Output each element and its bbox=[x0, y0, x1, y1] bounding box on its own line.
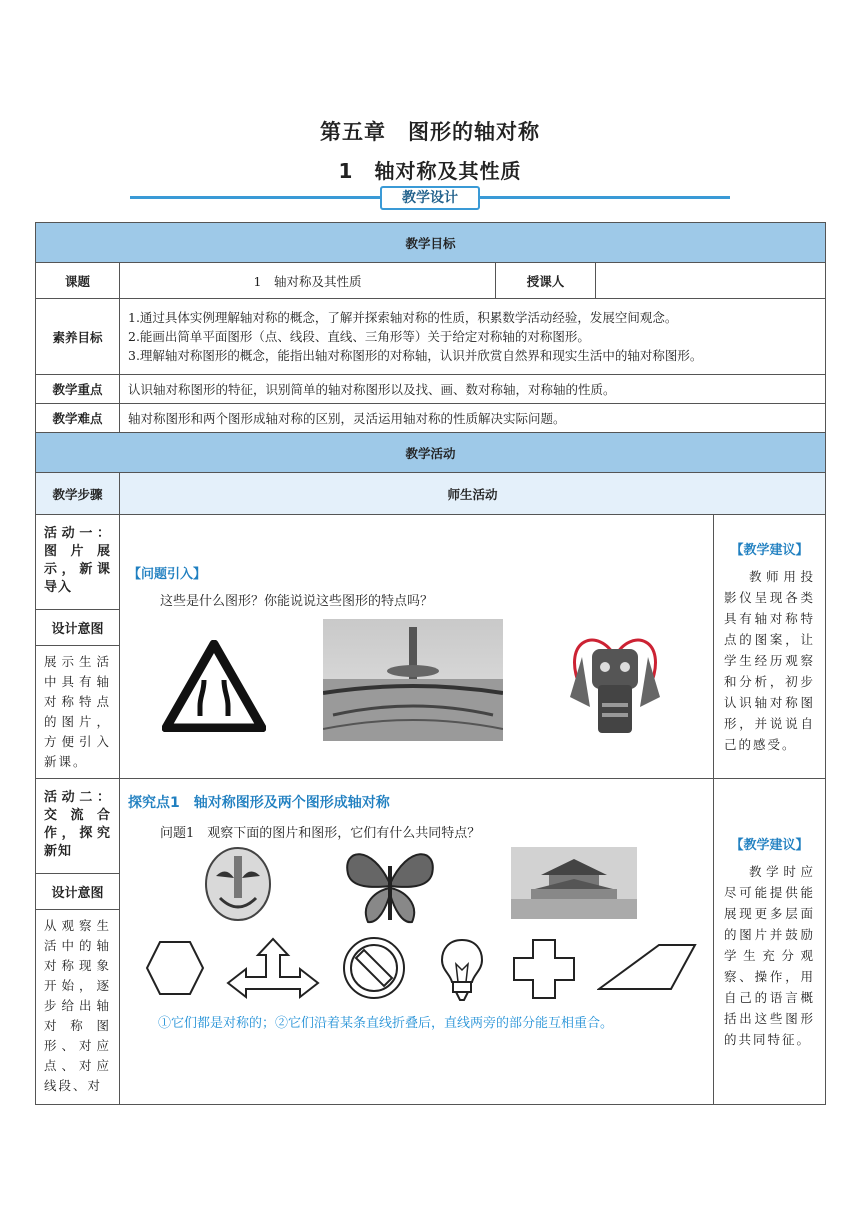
advice-title: 【教学建议】 bbox=[730, 542, 809, 558]
butterfly-photo bbox=[342, 844, 438, 928]
face-mask-photo bbox=[202, 846, 274, 922]
activity1-title: 活动一：图片展示，新课导入 bbox=[44, 526, 111, 595]
literacy-item: 3.理解轴对称图形的概念，能指出轴对称图形的对称轴，认识并欣赏自然界和现实生活中的轴对称图形。 bbox=[128, 348, 703, 363]
activities-header: 教学活动 bbox=[36, 433, 826, 473]
explore-point-title: 探究点1 轴对称图形及两个图形成轴对称 bbox=[128, 795, 390, 811]
literacy-goals bbox=[120, 299, 826, 375]
banner-tag: 教学设计 bbox=[380, 186, 480, 210]
question-1-text: 观察下面的图片和图形，它们有什么共同特点？ bbox=[207, 826, 481, 841]
opera-mask-photo bbox=[560, 627, 670, 737]
activity1-design-label: 设计意图 bbox=[36, 609, 119, 646]
difficulty-value: 轴对称图形和两个图形成轴对称的区别，灵活运用轴对称的性质解决实际问题。 bbox=[120, 404, 826, 433]
activity1-side bbox=[36, 515, 120, 779]
question-1 bbox=[160, 822, 480, 841]
problem-intro-tag: 【问题引入】 bbox=[128, 567, 207, 582]
answer-text: ①它们都是对称的；②它们沿着某条直线折叠后，直线两旁的部分能互相重合。 bbox=[158, 1016, 614, 1031]
double-arrow-shape bbox=[226, 937, 320, 1001]
hexagon-shape bbox=[145, 940, 205, 996]
activity2-side bbox=[36, 779, 120, 1105]
light-bulb-icon bbox=[440, 938, 484, 1002]
literacy-item: 1.通过具体实例理解轴对称的概念，了解并探索轴对称的性质，积累数学活动经验，发展空间观念。 bbox=[128, 310, 678, 325]
bridge-photo bbox=[323, 619, 503, 741]
advice-title: 【教学建议】 bbox=[730, 837, 809, 853]
intro-question: 这些是什么图形？你能说说这些图形的特点吗？ bbox=[160, 594, 434, 609]
road-narrows-sign-icon bbox=[162, 640, 266, 732]
advice-text: 教师用投影仪呈现各类具有轴对称特点的图案，让学生经历观察和分析，初步认识轴对称图形，并说说自己的感受。 bbox=[724, 568, 815, 752]
palace-photo bbox=[511, 847, 637, 919]
literacy-label: 素养目标 bbox=[36, 299, 120, 375]
goals-header: 教学目标 bbox=[36, 223, 826, 263]
teacher-student-label: 师生活动 bbox=[120, 473, 826, 515]
activity1-design-text: 展示生活中具有轴对称特点的图片，方便引入新课。 bbox=[44, 654, 111, 769]
no-entry-sign-icon bbox=[342, 936, 406, 1000]
advice-text: 教学时应尽可能提供能展现更多层面的图片并鼓励学生充分观察、操作，用自己的语言概括出这些图形的共同特征。 bbox=[724, 863, 815, 1047]
literacy-item: 2.能画出简单平面图形（点、线段、直线、三角形等）关于给定对称轴的对称图形。 bbox=[128, 329, 590, 344]
topic-label: 课题 bbox=[36, 263, 120, 299]
difficulty-label: 教学难点 bbox=[36, 404, 120, 433]
parallelogram-shape bbox=[597, 943, 697, 991]
teacher-value bbox=[596, 263, 826, 299]
cross-shape bbox=[512, 938, 576, 1000]
activity2-title: 活动二：交流合作，探究新知 bbox=[44, 790, 111, 859]
key-points-label: 教学重点 bbox=[36, 375, 120, 404]
chapter-title: 第五章 图形的轴对称 bbox=[320, 120, 540, 144]
activity2-design-label: 设计意图 bbox=[36, 873, 119, 910]
activity1-advice bbox=[714, 515, 826, 779]
section-banner bbox=[130, 186, 730, 210]
teacher-label: 授课人 bbox=[496, 263, 596, 299]
activity2-design-text: 从观察生活中的轴对称现象开始，逐步给出轴对称图形、对应点、对应线段、对 bbox=[44, 918, 111, 1093]
key-points-value: 认识轴对称图形的特征，识别简单的轴对称图形以及找、画、数对称轴，对称轴的性质。 bbox=[120, 375, 826, 404]
topic-value: 1 轴对称及其性质 bbox=[120, 263, 496, 299]
question-1-label: 问题1 bbox=[160, 826, 195, 841]
activity2-advice bbox=[714, 779, 826, 1105]
steps-label: 教学步骤 bbox=[36, 473, 120, 515]
lesson-title: 1 轴对称及其性质 bbox=[338, 159, 522, 183]
